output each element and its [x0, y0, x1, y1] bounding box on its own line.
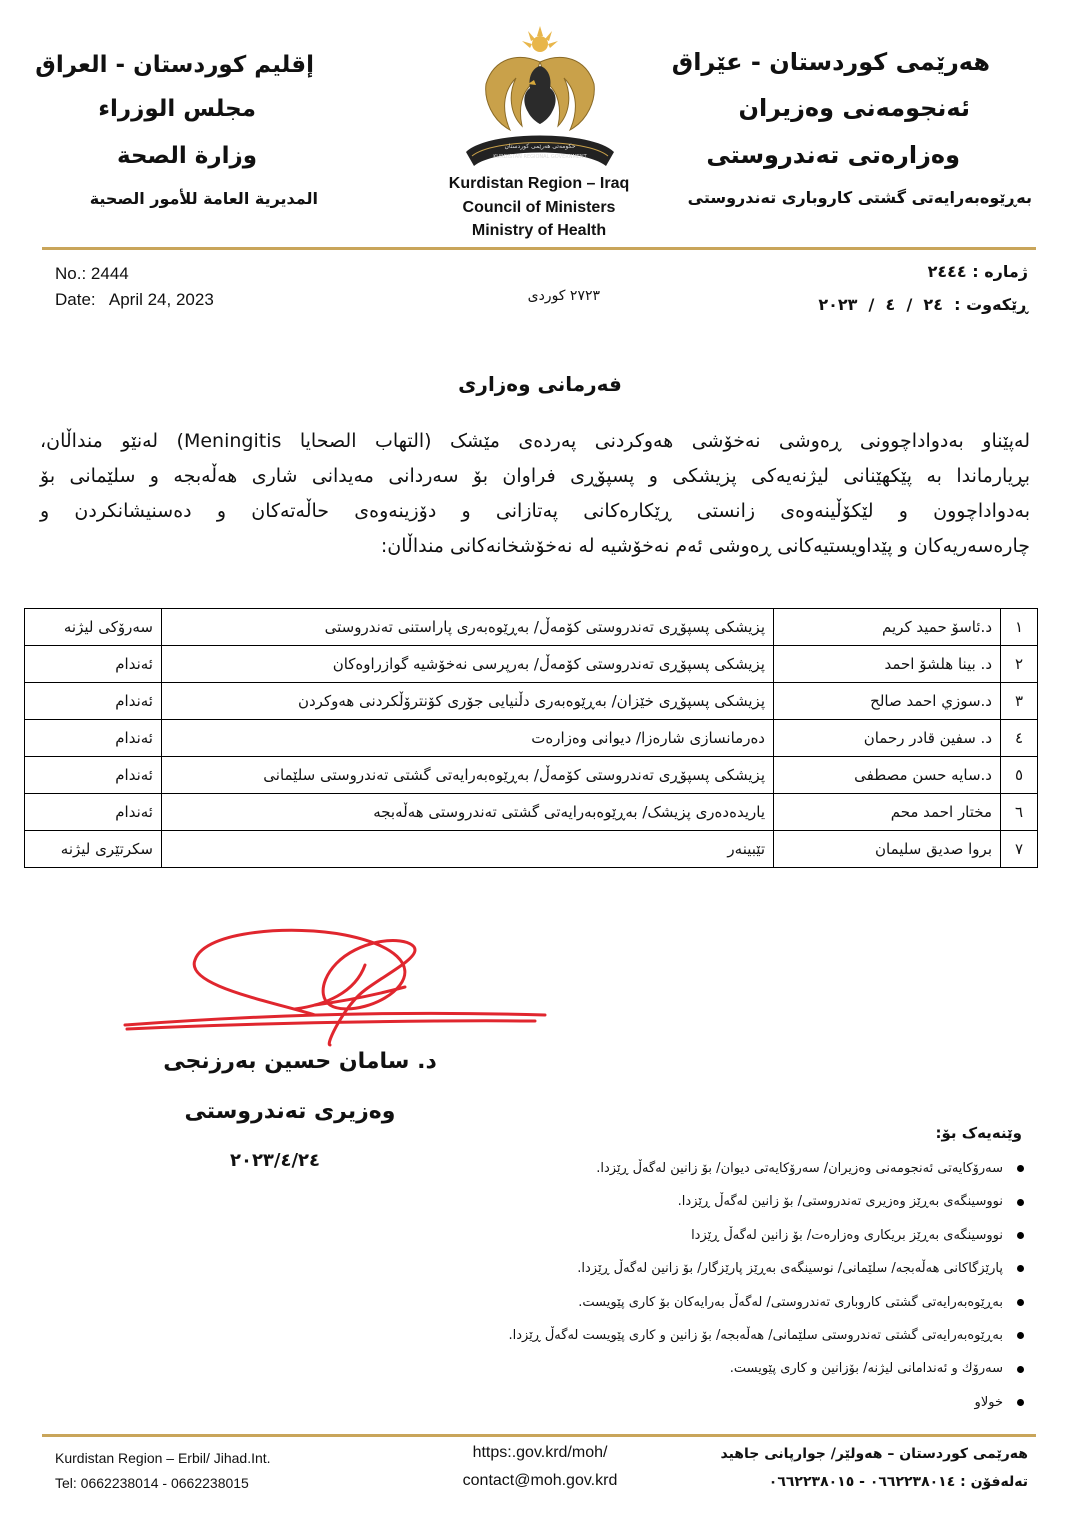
row-number: ٤ [1001, 720, 1038, 757]
copies-heading: وێنەیەک بۆ: [935, 1124, 1022, 1142]
copy-recipient: خولاو [974, 1394, 1003, 1410]
number-row: No.: 2444 [55, 264, 129, 283]
member-role: ئەندام [25, 720, 162, 757]
bullet-icon [1017, 1199, 1024, 1206]
table-row [25, 683, 1038, 720]
bullet-icon [1017, 1165, 1024, 1172]
copy-recipient: بەڕێوەبەرایەتی گشتی تەندروستی سلێمانی/ هەڵەبجە/ بۆ زانین و کاری پێویست لەگەڵ ڕێزدا. [508, 1327, 1003, 1343]
body-line-1: لەپێناو بەدواداچوونی ڕەوشی نەخۆشی هەوکردنی پەردەی مێشک (التهاب الصحايا Meningitis) لەنێو منداڵان، [40, 430, 1030, 452]
row-number: ٣ [1001, 683, 1038, 720]
row-number: ٢ [1001, 646, 1038, 683]
member-role: ئەندام [25, 794, 162, 831]
header-english-line1: Kurdistan Region – Iraq [448, 175, 630, 192]
list-item [364, 1219, 1024, 1252]
bullet-icon [1017, 1265, 1024, 1272]
copy-recipient: سەرۆکایەتی ئەنجومەنی وەزیران/ سەرۆکایەتی دیوان/ بۆ زانین لەگەڵ ڕێزدا. [596, 1161, 1003, 1176]
body-paragraph [40, 424, 1030, 564]
svg-text:حکومەتی هەرێمی کوردستان: حکومەتی هەرێمی کوردستان [504, 143, 576, 150]
member-role: سکرتێری لیژنە [25, 831, 162, 868]
footer-divider [42, 1434, 1036, 1437]
list-item [364, 1152, 1024, 1185]
signature-scribble [115, 905, 555, 1055]
bullet-icon [1017, 1399, 1024, 1406]
row-number: ١ [1001, 609, 1038, 646]
copies-list [364, 1152, 1024, 1419]
copy-recipient: پارێزگاکانی هەڵەبجە/ سلێمانی/ نوسینگەی بەڕێز پارێزگار/ بۆ زانین لەگەڵ ڕێزدا. [577, 1261, 1003, 1277]
table-row [25, 794, 1038, 831]
member-position: پزیشکی پسپۆڕی تەندروستی کۆمەڵ/ بەڕێوەبەرایەتی گشتی تەندروستی سلێمانی [162, 757, 774, 794]
member-position: پزیشکی پسپۆڕی خێزان/ بەڕێوەبەری دڵنیایی جۆری کۆنترۆڵکردنی هەوکردن [162, 683, 774, 720]
kurdistan-eagle-emblem-icon [458, 22, 622, 172]
header-arabic-line2: مجلس الوزراء [98, 96, 256, 122]
footer-website-link[interactable]: https:.gov.krd/moh/ [472, 1444, 608, 1461]
table-row [25, 609, 1038, 646]
member-position: پزیشکی پسپۆڕی تەندروستی کۆمەڵ/ بەڕێوەبەری پاراستنی تەندروستی [162, 609, 774, 646]
table-row [25, 720, 1038, 757]
bullet-icon [1017, 1332, 1024, 1339]
header-arabic-line4: المديرية العامة للأمور الصحية [89, 189, 318, 208]
kurdish-year: ٢٧٢٣ کوردی [527, 288, 600, 304]
page-title: فەرمانی وەزاری [458, 372, 622, 396]
kurdish-number: ژمارە : ٢٤٤٤ [927, 262, 1028, 281]
bullet-icon [1017, 1232, 1024, 1239]
footer-email-link[interactable]: contact@moh.gov.krd [462, 1472, 618, 1489]
kurdish-date: ڕێکەوت : ٢٤ / ٤ / ٢٠٢٣ [818, 295, 1028, 314]
member-role: ئەندام [25, 757, 162, 794]
copy-recipient: سەرۆك و ئەندامانی لیژنە/ بۆزانین و کاری پێویست. [729, 1361, 1003, 1377]
date-row: Date: April 24, 2023 [55, 290, 214, 309]
svg-text:KURDISTAN REGIONAL GOVERNMENT: KURDISTAN REGIONAL GOVERNMENT [493, 154, 587, 160]
member-position: پزیشکی پسپۆڕی تەندروستی کۆمەڵ/ بەرپرسی نەخۆشیە گوازراوەکان [162, 646, 774, 683]
member-name: بروا صدیق سلیمان [774, 831, 1001, 868]
member-role: ئەندام [25, 646, 162, 683]
header-kurdish-line3: وەزارەتی تەندروستی [706, 141, 960, 169]
member-name: مختار احمد محم [774, 794, 1001, 831]
body-line-2: بڕیارماندا بە پێکهێنانی لیژنەیەکی پزیشکی و پسپۆڕی فراوان بۆ سەردانی مەیدانی شاری هەڵەبجە و سلێمانی بۆ [40, 465, 1030, 487]
footer-address-en: Kurdistan Region – Erbil/ Jihad.Int. [55, 1450, 271, 1466]
header-kurdish-line1: هەرێمی کوردستان - عێراق [671, 48, 990, 76]
header-kurdish-line2: ئەنجومەنی وەزیران [738, 94, 970, 122]
signature-date: ٢٠٢٣/٤/٢٤ [229, 1150, 321, 1171]
signatory-name: د. سامان حسین بەرزنجی [163, 1049, 437, 1074]
member-position: تێبینەر [162, 831, 774, 868]
member-name: د.سوزي احمد صالح [774, 683, 1001, 720]
member-role: ئەندام [25, 683, 162, 720]
member-position: دەرمانسازی شارەزا/ دیوانی وەزارەت [162, 720, 774, 757]
member-name: د. سفین قادر رحمان [774, 720, 1001, 757]
header-arabic-line1: إقليم كوردستان - العراق [35, 52, 314, 78]
header-divider [42, 247, 1036, 250]
copy-recipient: نووسینگەی بەڕێز بریکاری وەزارەت/ بۆ زانین لەگەڵ ڕێزدا [691, 1227, 1003, 1243]
member-position: یاریدەدەری پزیشک/ بەڕێوەبەرایەتی گشتی تەندروستی هەڵەبجە [162, 794, 774, 831]
member-name: د.سايه حسن مصطفى [774, 757, 1001, 794]
list-item [364, 1319, 1024, 1352]
header-english-line2: Council of Ministers [462, 199, 616, 216]
body-line-3: بەدواداچوون و لێکۆڵینەوەی زانستی ڕێکارەکانی پەتازانی و دۆزینەوەی حاڵەتەکان و دەسنیشانکردن و [40, 500, 1030, 522]
copy-recipient: نووسینگەی بەڕێز وەزیری تەندروستی/ بۆ زانین لەگەڵ ڕێزدا. [677, 1194, 1003, 1210]
row-number: ٥ [1001, 757, 1038, 794]
header-english-line3: Ministry of Health [471, 222, 607, 239]
list-item [364, 1386, 1024, 1419]
row-number: ٧ [1001, 831, 1038, 868]
footer-address-ku: هەرێمی کوردستان – هەولێر/ جوارپانی جاهید [720, 1446, 1028, 1462]
table-row [25, 646, 1038, 683]
row-number: ٦ [1001, 794, 1038, 831]
header-arabic-line3: وزارة الصحة [117, 143, 257, 169]
list-item [364, 1352, 1024, 1385]
document-number: 2444 [90, 264, 129, 283]
committee-table [24, 608, 1038, 868]
list-item [364, 1185, 1024, 1218]
document-date: April 24, 2023 [108, 290, 214, 309]
member-name: د. بینا هلشۆ احمد [774, 646, 1001, 683]
member-name: د.ئاسۆ حمید کریم [774, 609, 1001, 646]
header-kurdish-line4: بەڕێوەبەرایەتی گشتی کاروباری تەندروستی [687, 188, 1032, 207]
table-row [25, 757, 1038, 794]
bullet-icon [1017, 1366, 1024, 1373]
table-row [25, 831, 1038, 868]
list-item [364, 1252, 1024, 1285]
member-role: سەرۆکی لیژنە [25, 609, 162, 646]
signatory-title: وەزیری تەندروستی [184, 1099, 396, 1124]
copy-recipient: بەڕێوەبەرایەتی گشتی کاروباری تەندروستی/ لەگەڵ بەرایەکان بۆ کاری پێویست. [578, 1294, 1003, 1310]
footer-phone-en: Tel: 0662238014 - 0662238015 [55, 1475, 249, 1491]
list-item [364, 1286, 1024, 1319]
bullet-icon [1017, 1299, 1024, 1306]
footer-phone-ku: تەلەفۆن : ٠٦٦٢٢٣٨٠١٤ - ٠٦٦٢٢٣٨٠١٥ [768, 1474, 1028, 1490]
body-line-4: چارەسەریەکان و پێداویستیەکانی ڕەوشی ئەم نەخۆشیە لە نەخۆشخانەکانی منداڵان: [380, 535, 1030, 557]
